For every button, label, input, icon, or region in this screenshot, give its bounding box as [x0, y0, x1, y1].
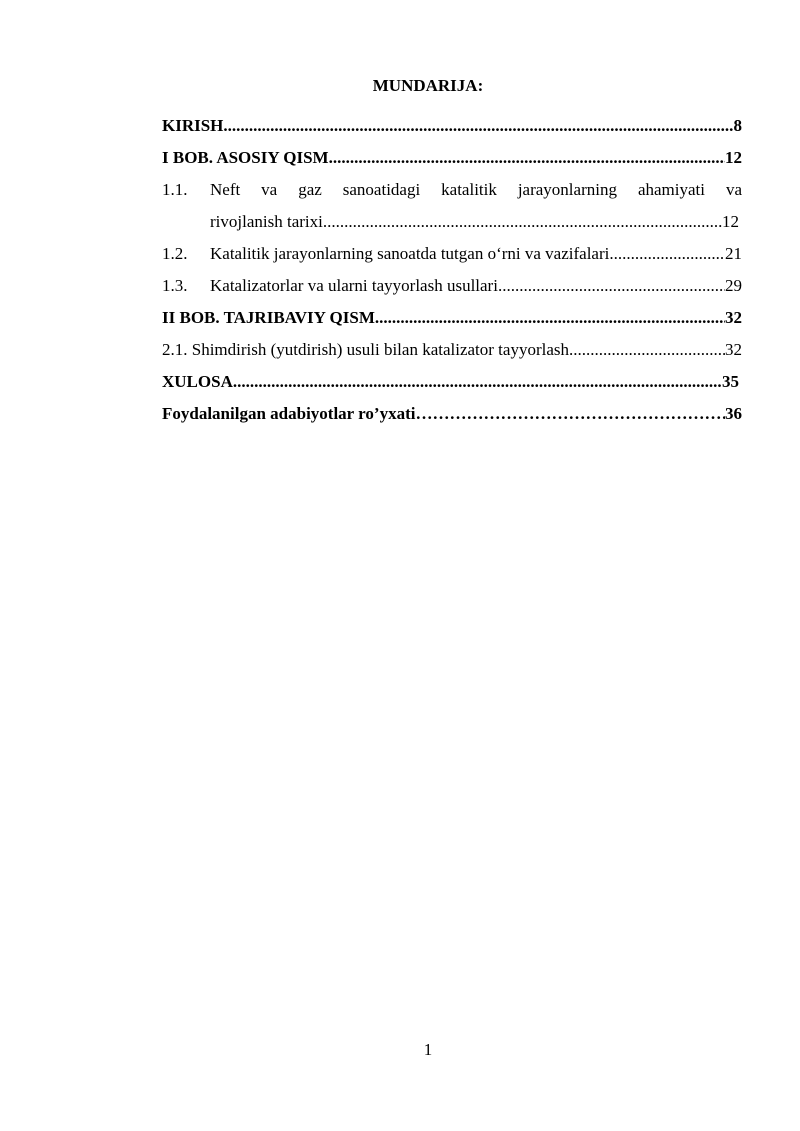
toc-entry-1-1[interactable] [162, 174, 742, 206]
toc-entry-page: 32 [725, 340, 742, 359]
page-number: 1 [423, 1040, 433, 1059]
toc-entry-label: Katalitik jarayonlarning sanoatda tutgan o‘rni va vazifalari [210, 244, 610, 263]
toc-entry-kirish[interactable] [162, 110, 742, 142]
toc-entry-number: 1.3. [162, 276, 188, 295]
toc-dot-leader [569, 334, 725, 366]
toc-dot-leader [329, 142, 725, 174]
toc-entry-adabiyot[interactable] [162, 398, 742, 430]
toc-dot-leader [375, 302, 725, 334]
toc-entry-page: 21 [725, 244, 742, 263]
toc-entry-bob2[interactable] [162, 302, 742, 334]
toc-entry-2-1[interactable] [162, 334, 742, 366]
toc-entry-page: 29 [725, 276, 742, 295]
toc-entry-1-1-continued[interactable] [162, 206, 742, 238]
toc-entry-page: 36 [725, 404, 742, 423]
toc-dot-leader [323, 206, 722, 238]
toc-entry-page: 12 [725, 148, 742, 167]
page-title: MUNDARIJA: [372, 76, 484, 95]
toc-dot-leader [498, 270, 725, 302]
toc-entry-label: rivojlanish tarixi [210, 212, 323, 231]
toc-entry-label: KIRISH [162, 116, 224, 135]
toc-dot-leader [233, 366, 722, 398]
toc-entry-label: II BOB. TAJRIBAVIY QISM [162, 308, 375, 327]
toc-entry-number: 1.1. [162, 180, 188, 199]
toc-dot-leader [415, 398, 725, 430]
toc-dot-leader [223, 110, 733, 142]
toc-entry-label: I BOB. ASOSIY QISM [162, 148, 329, 167]
toc-entry-1-2[interactable] [162, 238, 742, 270]
toc-entry-1-3[interactable] [162, 270, 742, 302]
toc-entry-label: Katalizatorlar va ularni tayyorlash usullari [210, 276, 498, 295]
toc-entry-bob1[interactable] [162, 142, 742, 174]
toc-entry-number: 1.2. [162, 244, 188, 263]
toc-entry-label: Foydalanilgan adabiyotlar ro’yxati [162, 404, 416, 423]
toc-entry-label: Neft va gaz sanoatidagi katalitik jarayonlarning ahamiyati va [210, 180, 742, 199]
toc-entry-label: 2.1. Shimdirish (yutdirish) usuli bilan katalizator tayyorlash [162, 340, 569, 359]
toc-entry-page: 32 [725, 308, 742, 327]
toc-entry-xulosa[interactable] [162, 366, 739, 398]
toc-entry-page: 12 [722, 212, 739, 231]
toc-entry-label: XULOSA [162, 372, 233, 391]
toc-entry-page: 8 [733, 116, 742, 135]
table-of-contents [162, 110, 742, 430]
toc-entry-page: 35 [722, 372, 739, 391]
toc-dot-leader [609, 238, 725, 270]
